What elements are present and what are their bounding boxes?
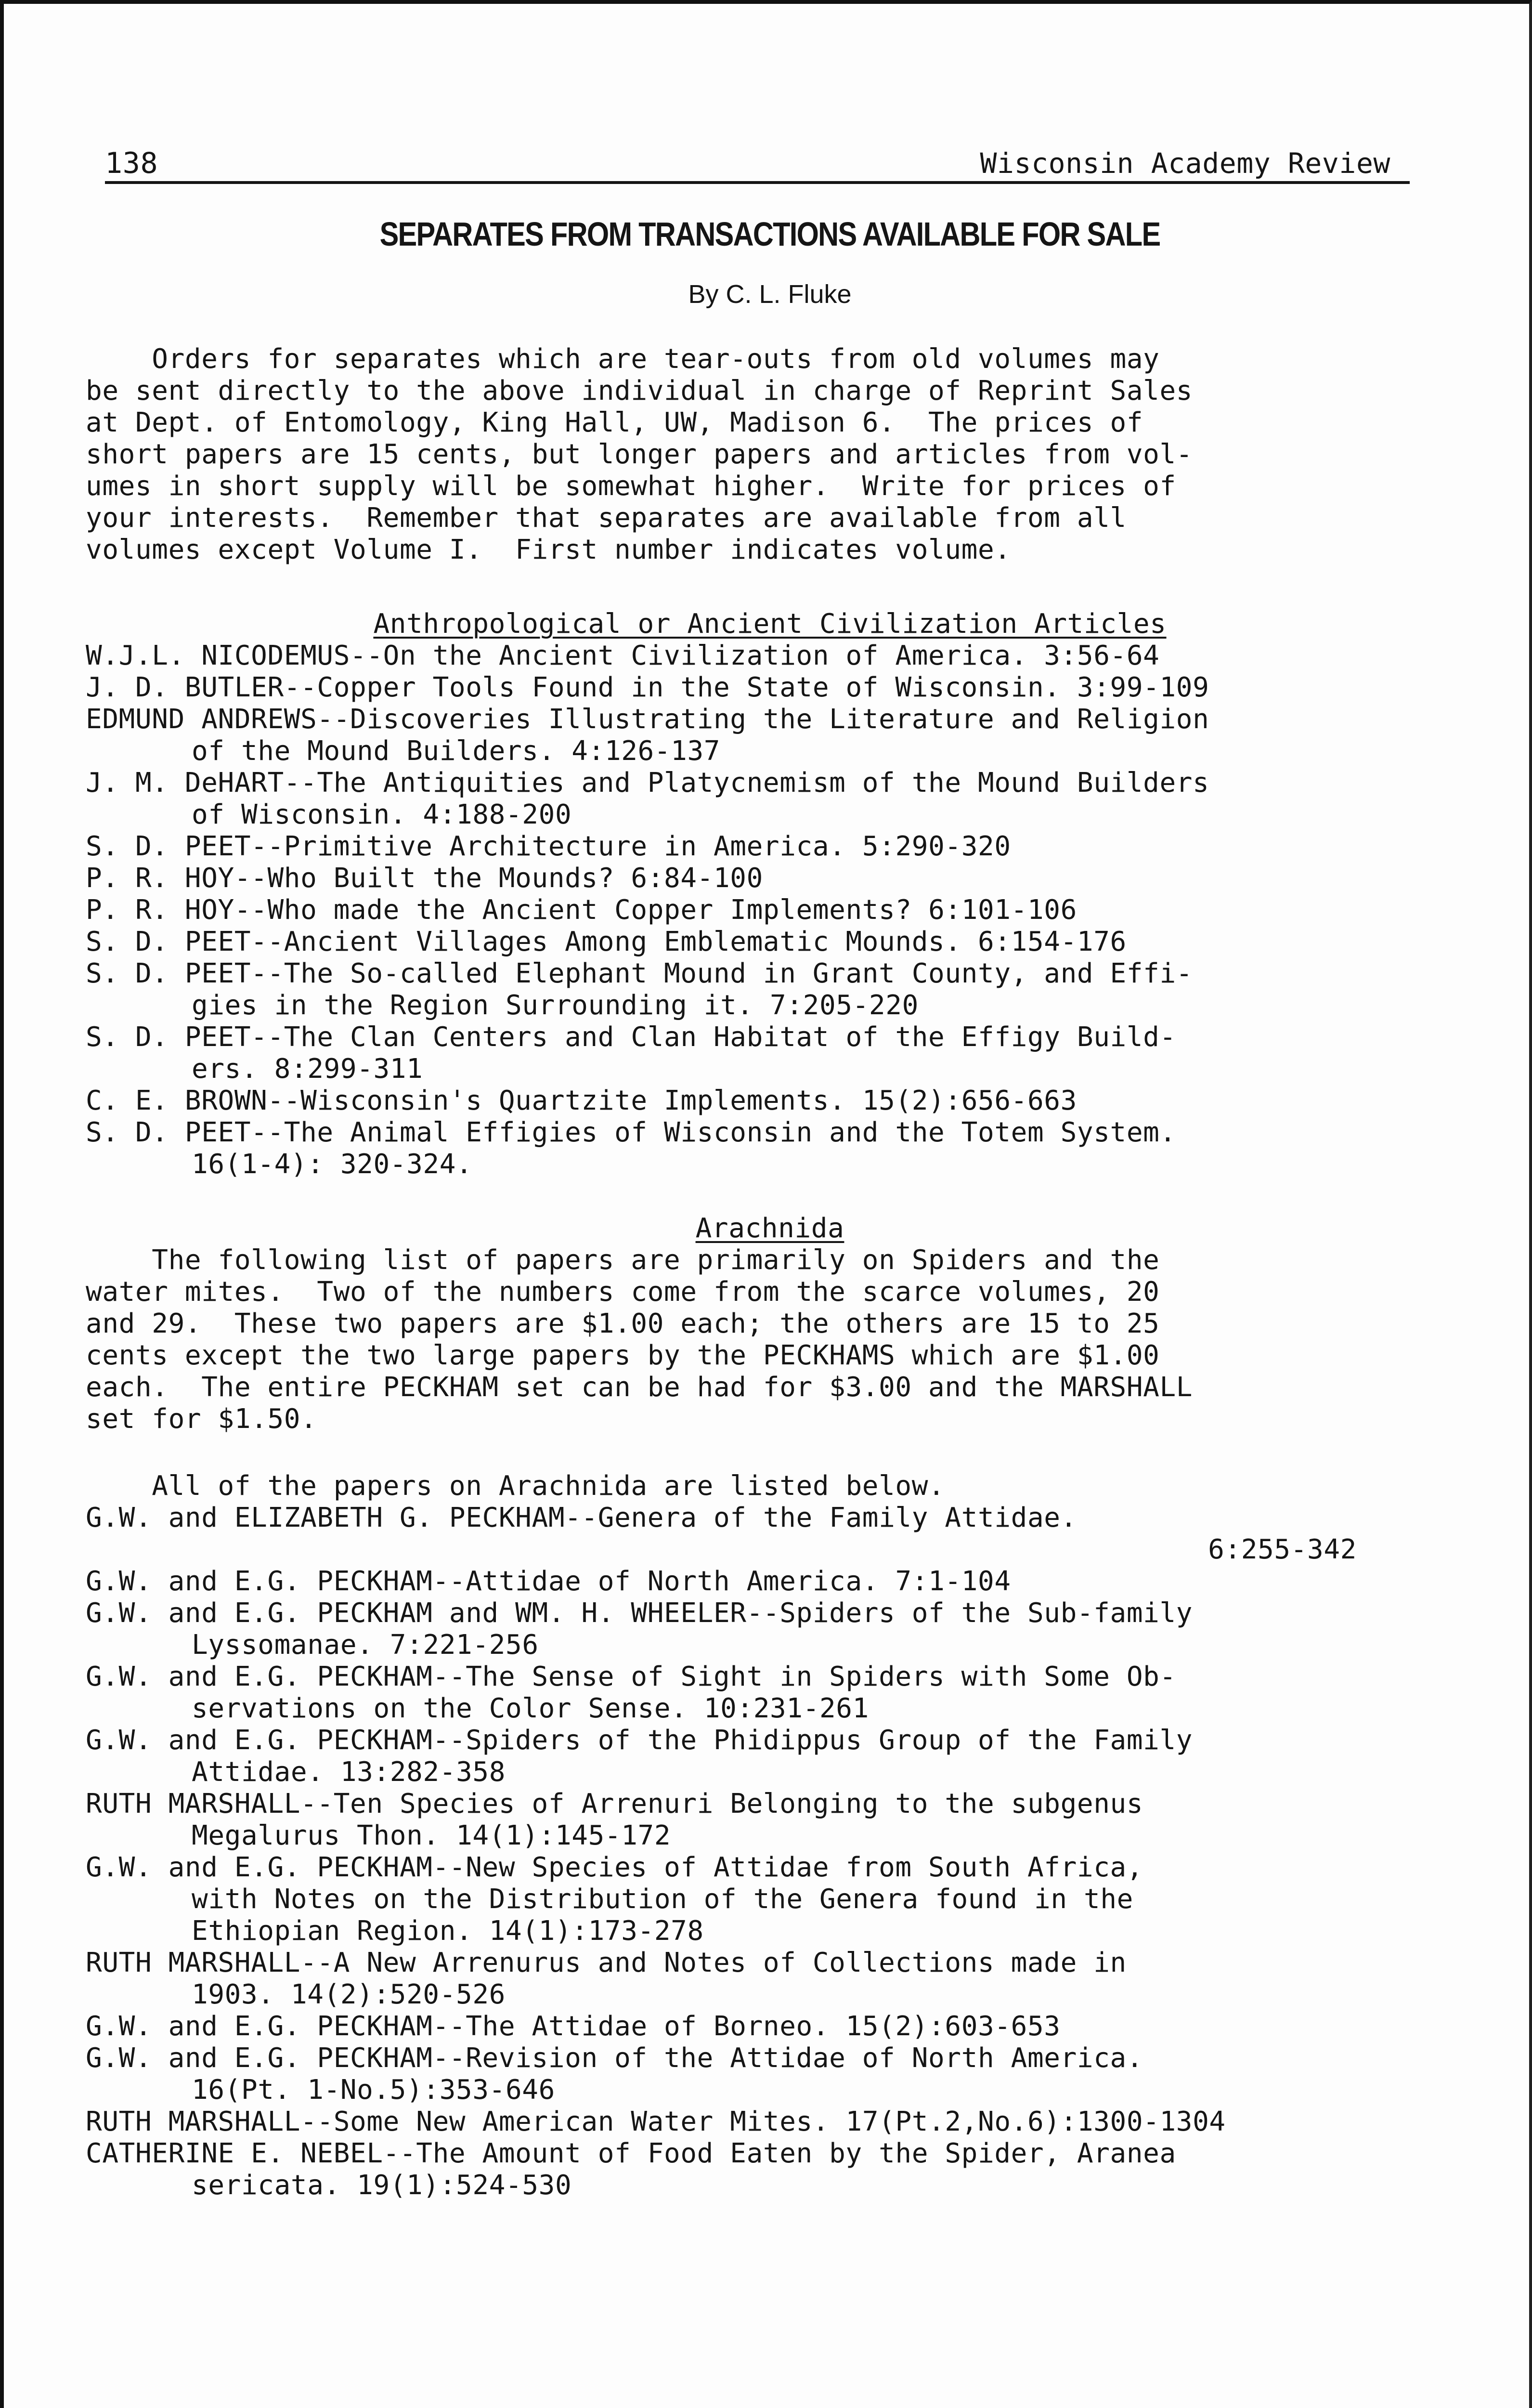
entry-text: G.W. and E.G. PECKHAM--Spiders of the Phidippus Group of the Family Attidae. [86, 1725, 1193, 1788]
list-item [86, 831, 1443, 863]
entry-text: W.J.L. NICODEMUS--On the Ancient Civilization of America. [86, 640, 1027, 671]
entry-text: G.W. and E.G. PECKHAM--The Sense of Sight in Spiders with Some Ob- servations on the Color Sense. [86, 1661, 1176, 1724]
list-item [86, 958, 1443, 1021]
entry-text: G.W. and E.G. PECKHAM--The Attidae of Borneo. [86, 2011, 830, 2042]
entry-text: S. D. PEET--Primitive Architecture in America. [86, 831, 846, 862]
entry-text: G.W. and E.G. PECKHAM--Revision of the Attidae of North America. [86, 2042, 1143, 2074]
list-item [86, 1597, 1443, 1661]
list-item [86, 1947, 1443, 2011]
entry-pages: 7:1-104 [895, 1566, 1011, 1597]
entry-text: G.W. and E.G. PECKHAM--Attidae of North America. [86, 1566, 879, 1597]
entry-text: RUTH MARSHALL--Some New American Water Mites. [86, 2106, 830, 2137]
running-title: Wisconsin Academy Review [980, 147, 1390, 180]
anthropology-list [86, 640, 1443, 1180]
entry-pages: 8:299-311 [274, 1053, 423, 1085]
entry-pages: 15(2):603-653 [845, 2011, 1061, 2042]
entry-pages: 6:84-100 [631, 863, 763, 894]
list-item [86, 1788, 1443, 1852]
entry-text: RUTH MARSHALL--Ten Species of Arrenuri Belonging to the subgenus Megalurus Thon. [86, 1788, 1143, 1851]
list-item [86, 704, 1443, 767]
entry-text: G.W. and ELIZABETH G. PECKHAM--Genera of the Family Attidae. [86, 1502, 1077, 1533]
list-item [86, 1661, 1443, 1725]
entry-pages: 15(2):656-663 [862, 1085, 1077, 1116]
entry-pages: 4:126-137 [571, 735, 721, 767]
list-item [86, 2138, 1443, 2201]
entry-pages: 16(Pt. 1-No.5):353-646 [192, 2074, 555, 2106]
entry-pages: 3:56-64 [1044, 640, 1160, 671]
entry-pages: 5:290-320 [862, 831, 1011, 862]
article-title: SEPARATES FROM TRANSACTIONS AVAILABLE FOR SALE [379, 215, 1160, 253]
list-item [86, 2042, 1443, 2106]
list-item [86, 894, 1443, 926]
entry-text: CATHERINE E. NEBEL--The Amount of Food Eaten by the Spider, Aranea sericata. [86, 2138, 1176, 2201]
arachnida-list [86, 1502, 1443, 2201]
list-item [86, 767, 1443, 831]
entry-pages: 7:221-256 [389, 1629, 539, 1661]
section-heading-arachnida: Arachnida [695, 1213, 844, 1244]
entry-pages: 6:101-106 [928, 894, 1077, 926]
entry-pages: 16(1-4): 320-324. [192, 1149, 473, 1180]
entry-text: C. E. BROWN--Wisconsin's Quartzite Implements. [86, 1085, 846, 1116]
list-item [86, 1117, 1443, 1180]
entry-text: J. D. BUTLER--Copper Tools Found in the State of Wisconsin. [86, 672, 1061, 703]
entry-pages: 4:188-200 [423, 799, 572, 830]
entry-text: P. R. HOY--Who made the Ancient Copper Implements? [86, 894, 912, 926]
entry-pages: 14(2):520-526 [290, 1979, 506, 2010]
entry-text: S. D. PEET--Ancient Villages Among Emblematic Mounds. [86, 926, 961, 957]
list-item [86, 1085, 1443, 1117]
list-item [86, 1852, 1443, 1947]
entry-text: J. M. DeHART--The Antiquities and Platycnemism of the Mound Builders of Wisconsin. [86, 767, 1209, 830]
entry-text: S. D. PEET--The So-called Elephant Mound in Grant County, and Effi- gies in the Region Surrounding it. [86, 958, 1193, 1021]
list-item [86, 1566, 1443, 1597]
entry-pages: 14(1):145-172 [456, 1820, 671, 1851]
page-header [105, 147, 1410, 184]
entry-pages: 19(1):524-530 [357, 2170, 572, 2201]
entry-pages: 6:255-342 [1208, 1534, 1357, 1565]
list-item [86, 1021, 1443, 1085]
list-item [86, 863, 1443, 894]
arachnida-list-intro: All of the papers on Arachnida are listed below. [86, 1470, 945, 1502]
list-item [86, 640, 1443, 672]
list-item [86, 672, 1443, 704]
entry-text: S. D. PEET--The Clan Centers and Clan Habitat of the Effigy Build- ers. [86, 1021, 1176, 1085]
entry-pages: 6:154-176 [978, 926, 1127, 957]
entry-pages: 14(1):173-278 [489, 1915, 704, 1947]
entry-text: G.W. and E.G. PECKHAM--New Species of Attidae from South Africa, with Notes on the Distribution of the Genera found in the Ethiopian Region. [86, 1852, 1143, 1947]
list-item [86, 926, 1443, 958]
entry-text: G.W. and E.G. PECKHAM and WM. H. WHEELER--Spiders of the Sub-family Lyssomanae. [86, 1597, 1193, 1661]
entry-pages: 17(Pt.2,No.6):1300-1304 [845, 2106, 1226, 2137]
page-number: 138 [105, 146, 158, 180]
entry-text: RUTH MARSHALL--A New Arrenurus and Notes of Collections made in 1903. [86, 1947, 1127, 2010]
entry-text: P. R. HOY--Who Built the Mounds? [86, 863, 615, 894]
entry-pages: 13:282-358 [340, 1756, 506, 1788]
list-item [86, 1502, 1443, 1566]
entry-text: S. D. PEET--The Animal Effigies of Wisconsin and the Totem System. [86, 1117, 1176, 1148]
entry-pages: 3:99-109 [1077, 672, 1209, 703]
arachnida-intro-paragraph: The following list of papers are primarily on Spiders and the water mites. Two of the numbers come from the scarce volumes, 20 and 29. These two papers are $1.00 each; the others are 15 to 25 cents except the two large papers by the PECKHAMS which are $1.00 each. The entire PECKHAM set can be had for $3.00 and the MARSHALL set for $1.50. [86, 1244, 1193, 1435]
intro-paragraph: Orders for separates which are tear-outs from old volumes may be sent directly to the above individual in charge of Reprint Sales at Dept. of Entomology, King Hall, UW, Madison 6. The prices of short papers are 15 cents, but longer papers and articles from vol- umes in short supply will be somewhat higher. Write for prices of your interests. Remember that separates are available from all volumes except Volume I. First number indicates volume. [86, 343, 1193, 565]
list-item [86, 2011, 1443, 2042]
entry-text: EDMUND ANDREWS--Discoveries Illustrating the Literature and Religion of the Mound Builders. [86, 704, 1209, 767]
list-item [86, 2106, 1443, 2138]
section-heading-anthropology: Anthropological or Ancient Civilization Articles [373, 608, 1167, 640]
entry-pages: 10:231-261 [703, 1693, 869, 1724]
entry-pages: 7:205-220 [770, 990, 919, 1021]
list-item [86, 1725, 1443, 1788]
article-byline: By C. L. Fluke [688, 280, 852, 309]
